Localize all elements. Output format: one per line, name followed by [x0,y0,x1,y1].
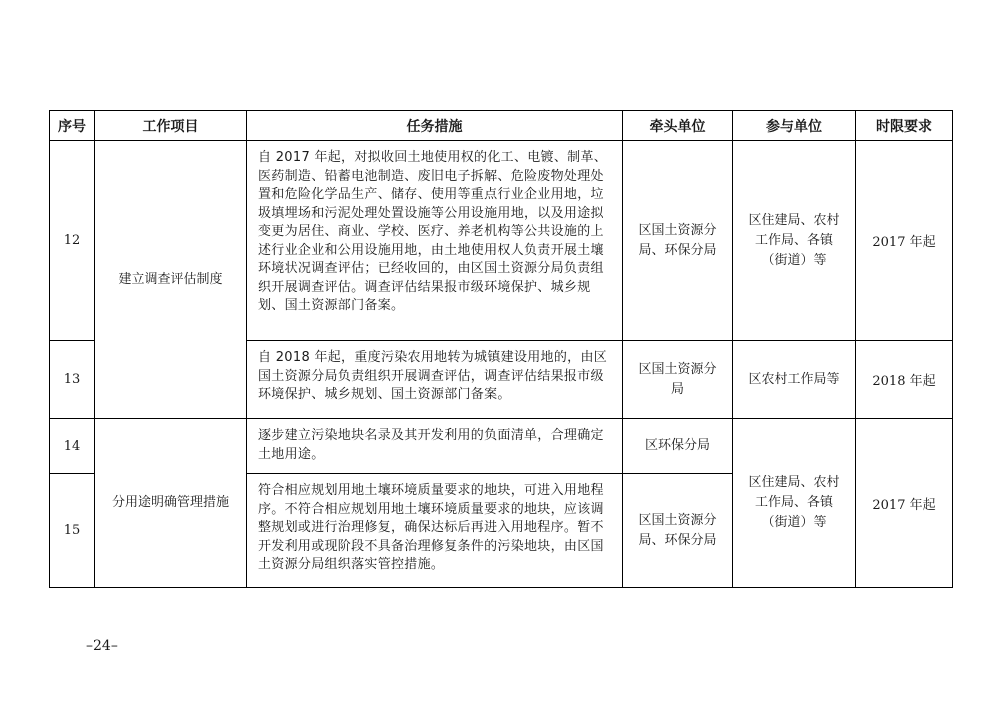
serial-number: 15 [50,474,95,588]
lead-unit-text: 区国土资源分局、环保分局 [638,222,717,258]
task-text: 自 2017 年起，对拟收回土地使用权的化工、电镀、制革、医药制造、铅蓄电池制造、废旧电子拆解、危险废物处理处置和危险化学品生产、储存、使用等重点行业企业用地，垃圾填埋场和污泥处理处置设施等公用设施用地，以及用途拟变更为居住、商业、学校、医疗、养老机构等公共设施的上述行业企业和公用设施用地，由土地使用权人负责开展土壤环境状况调查评估；已经收回的，由区国土资源分局负责组织开展调查评估。调查评估结果报市级环境保护、城乡规划、国土资源部门备案。 [258,150,608,313]
participant-units-text: 区住建局、农村工作局、各镇（街道）等 [748,212,840,268]
deadline: 2017 年起 [856,141,953,341]
lead-unit-text: 区国土资源分局、环保分局 [638,512,717,548]
participant-units [733,141,856,341]
task-text: 符合相应规划用地土壤环境质量要求的地块，可进入用地程序。不符合相应规划用地土壤环境质量要求的地块，应该调整规划或进行治理修复，确保达标后再进入用地程序。暂不开发利用或现阶段不具备治理修复条件的污染地块，由区国土资源分局组织落实管控措施。 [258,483,604,572]
project-label: 建立调查评估制度 [118,271,223,287]
header-serial: 序号 [50,111,95,141]
task-cell [247,419,623,474]
task-text: 逐步建立污染地块名录及其开发利用的负面清单，合理确定土地用途。 [258,428,604,462]
lead-unit-text: 区国土资源分局 [638,361,717,397]
deadline: 2017 年起 [856,419,953,588]
lead-unit-text: 区环保分局 [644,438,710,453]
participant-units [733,419,856,588]
task-text: 自 2018 年起，重度污染农用地转为城镇建设用地的，由区国土资源分局负责组织开展调查评估，调查评估结果报市级环境保护、城乡规划、国土资源部门备案。 [258,350,608,402]
lead-unit [623,341,733,419]
project-name [95,419,247,588]
participant-units-text: 区住建局、农村工作局、各镇（街道）等 [748,475,840,530]
table-row [50,419,953,474]
lead-unit [623,141,733,341]
project-name [95,141,247,419]
deadline: 2018 年起 [856,341,953,419]
header-lead-unit: 牵头单位 [623,111,733,141]
lead-unit [623,474,733,588]
serial-number: 13 [50,341,95,419]
header-task: 任务措施 [247,111,623,141]
lead-unit [623,419,733,474]
task-cell [247,341,623,419]
table-row [50,141,953,341]
header-participants: 参与单位 [733,111,856,141]
table-header-row [50,111,953,141]
project-label: 分用途明确管理措施 [111,495,229,510]
serial-number: 14 [50,419,95,474]
task-cell [247,474,623,588]
page-number: –24– [86,638,118,654]
serial-number: 12 [50,141,95,341]
participant-units [733,341,856,419]
task-cell [247,141,623,341]
header-deadline: 时限要求 [856,111,953,141]
participant-units-text: 区农村工作局等 [748,371,840,387]
measures-table [49,110,953,588]
header-project: 工作项目 [95,111,247,141]
